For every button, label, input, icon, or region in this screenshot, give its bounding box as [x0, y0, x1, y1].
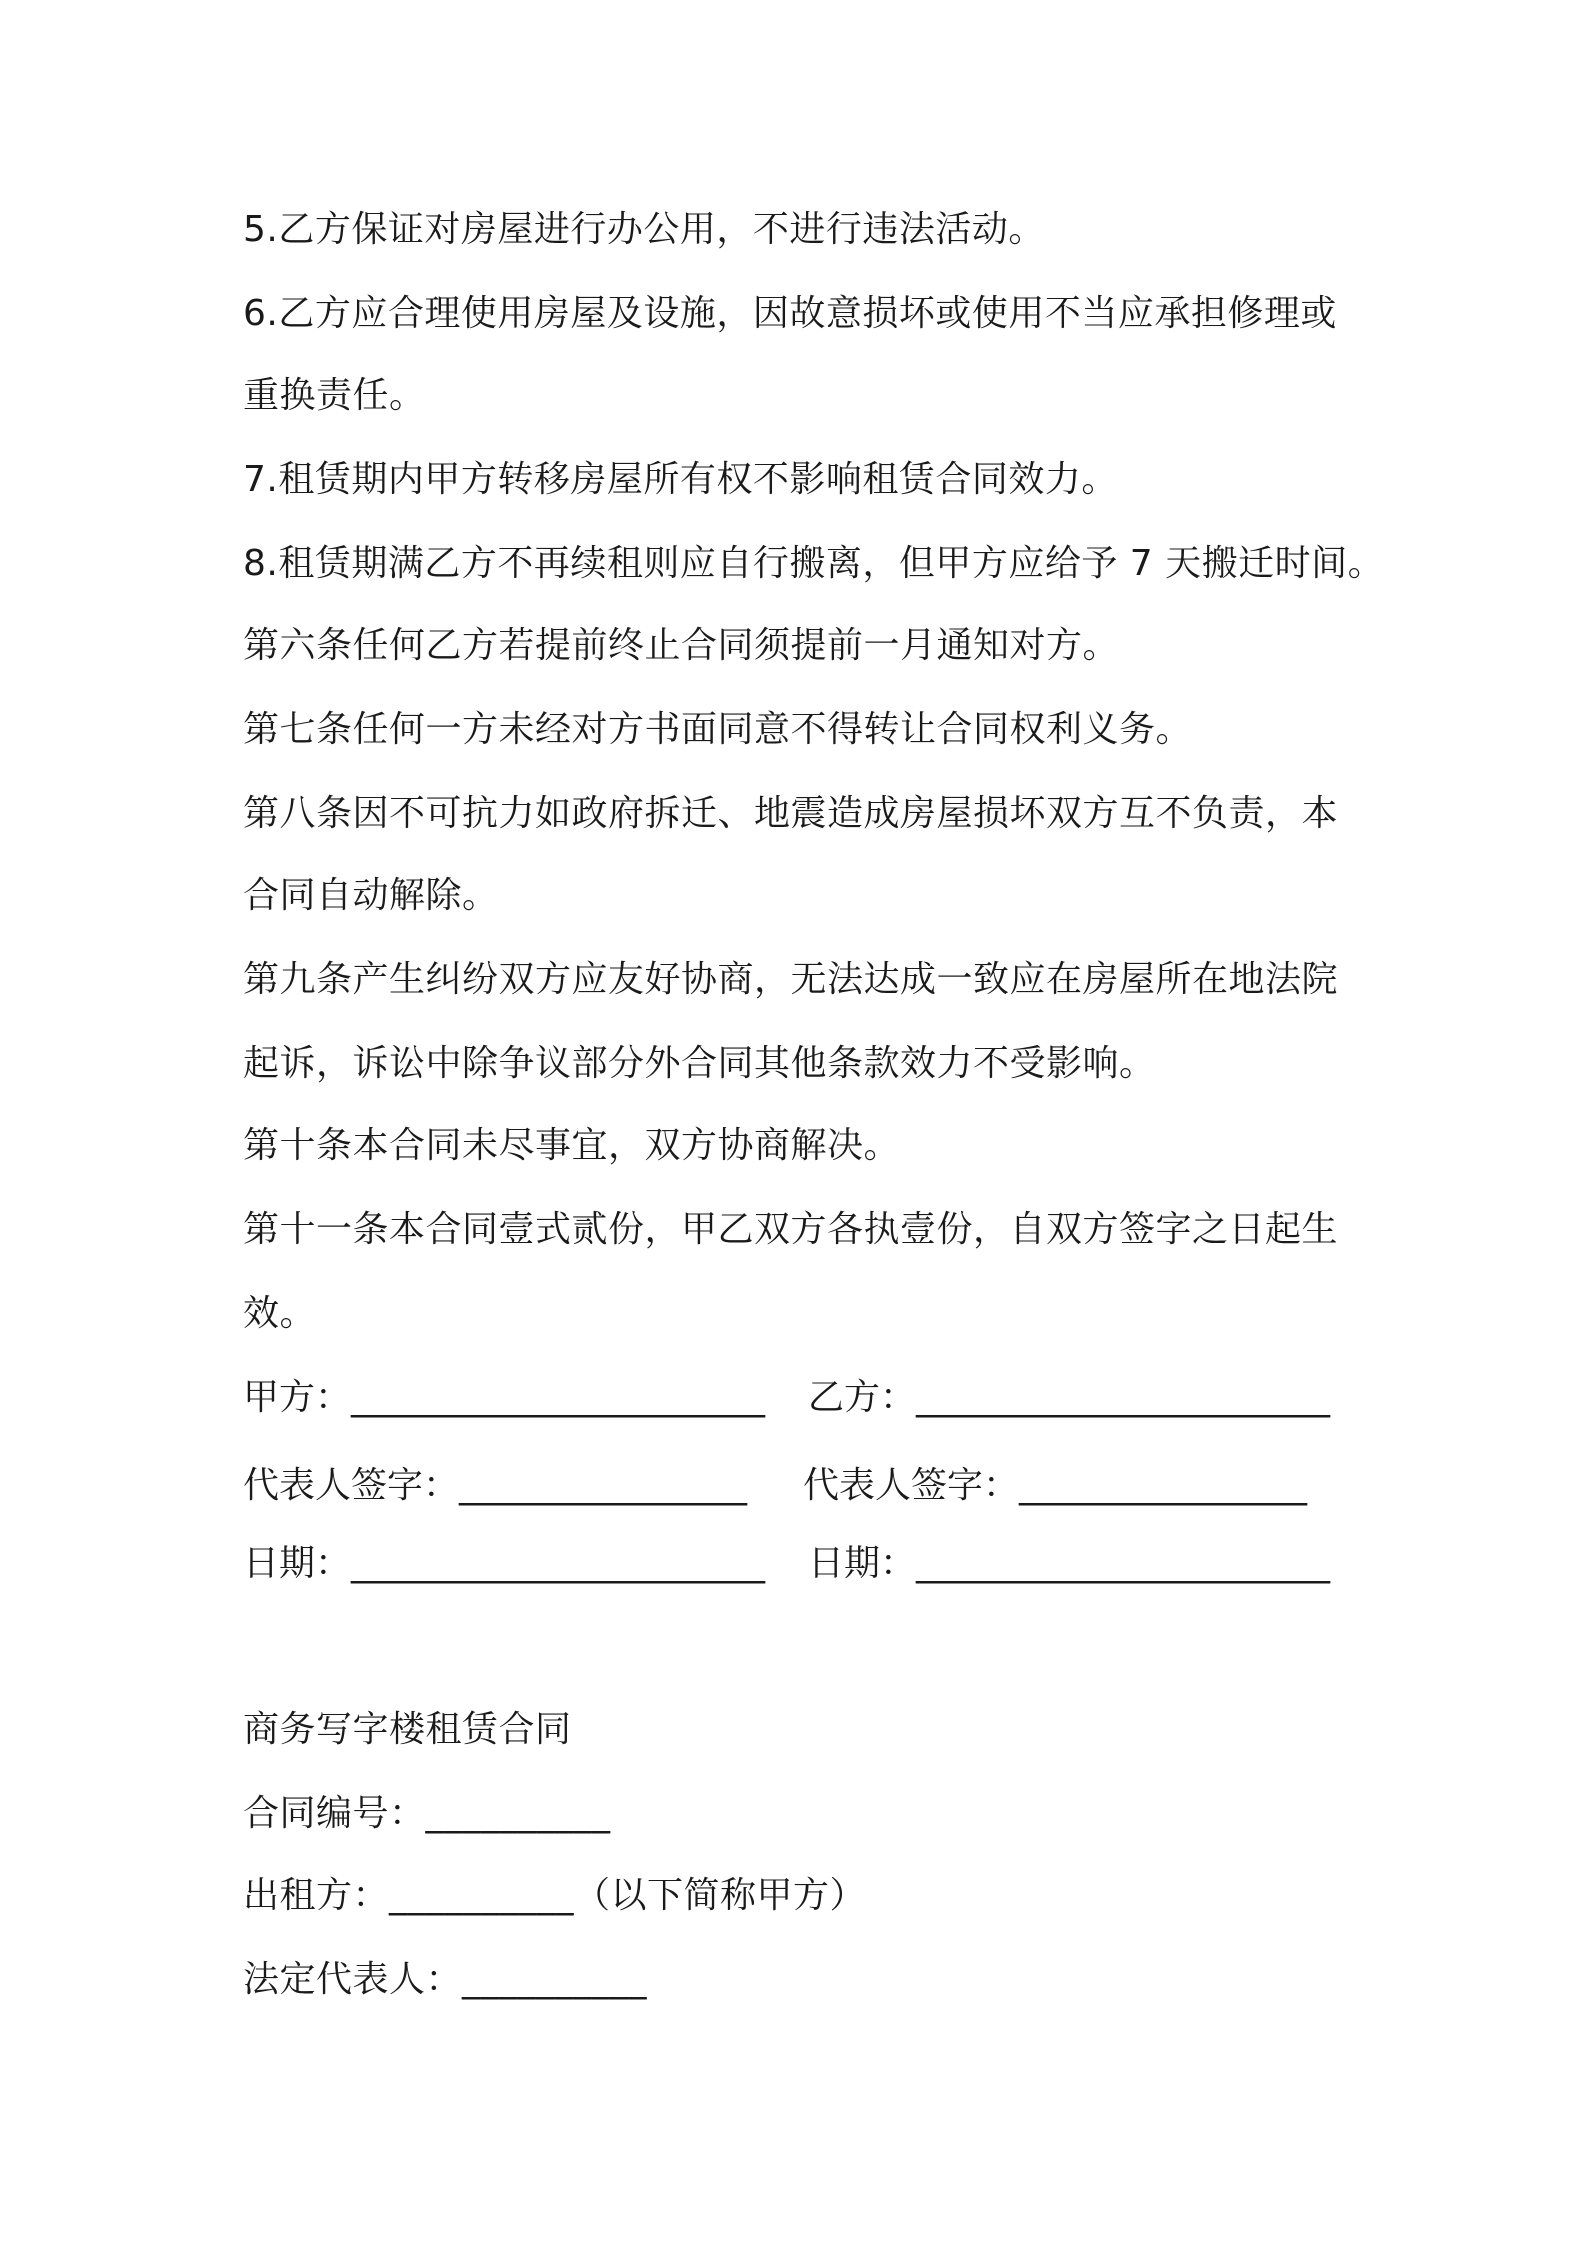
- party-b-signature-line: 乙方：_______________________: [808, 1377, 1331, 1418]
- party-a-date-line: 日期：_______________________: [243, 1543, 766, 1584]
- clause-line: 起诉，诉讼中除争议部分外合同其他条款效力不受影响。: [243, 1043, 1156, 1084]
- party-b-representative-line: 代表人签字：________________: [803, 1465, 1308, 1506]
- party-b-date-line: 日期：_______________________: [808, 1543, 1331, 1584]
- clause-line: 7.租赁期内甲方转移房屋所有权不影响租赁合同效力。: [243, 459, 1118, 500]
- clause-line: 第八条因不可抗力如政府拆迁、地震造成房屋损坏双方互不负责，本: [243, 793, 1339, 834]
- legal-representative-line: 法定代表人：__________: [243, 1959, 648, 2000]
- party-a-representative-line: 代表人签字：________________: [243, 1465, 748, 1506]
- next-contract-title: 商务写字楼租赁合同: [243, 1709, 572, 1750]
- clause-line: 第十条本合同未尽事宜，双方协商解决。: [243, 1125, 901, 1166]
- clause-line: 重换责任。: [243, 375, 426, 416]
- clause-line: 6.乙方应合理使用房屋及设施，因故意损坏或使用不当应承担修理或: [243, 293, 1337, 334]
- lessor-line: 出租方：__________（以下简称甲方）: [243, 1875, 867, 1916]
- clause-line: 效。: [243, 1293, 317, 1334]
- contract-number-line: 合同编号：__________: [243, 1793, 611, 1834]
- clause-line: 第十一条本合同壹式贰份，甲乙双方各执壹份，自双方签字之日起生: [243, 1209, 1339, 1250]
- party-a-signature-line: 甲方：_______________________: [243, 1377, 766, 1418]
- clause-line: 第六条任何乙方若提前终止合同须提前一月通知对方。: [243, 625, 1120, 666]
- clause-line: 8.租赁期满乙方不再续租则应自行搬离，但甲方应给予 7 天搬迁时间。: [243, 543, 1385, 584]
- clause-line: 合同自动解除。: [243, 875, 499, 916]
- clause-line: 第七条任何一方未经对方书面同意不得转让合同权利义务。: [243, 709, 1193, 750]
- clause-line: 第九条产生纠纷双方应友好协商，无法达成一致应在房屋所在地法院: [243, 959, 1339, 1000]
- clause-line: 5.乙方保证对房屋进行办公用，不进行违法活动。: [243, 209, 1045, 250]
